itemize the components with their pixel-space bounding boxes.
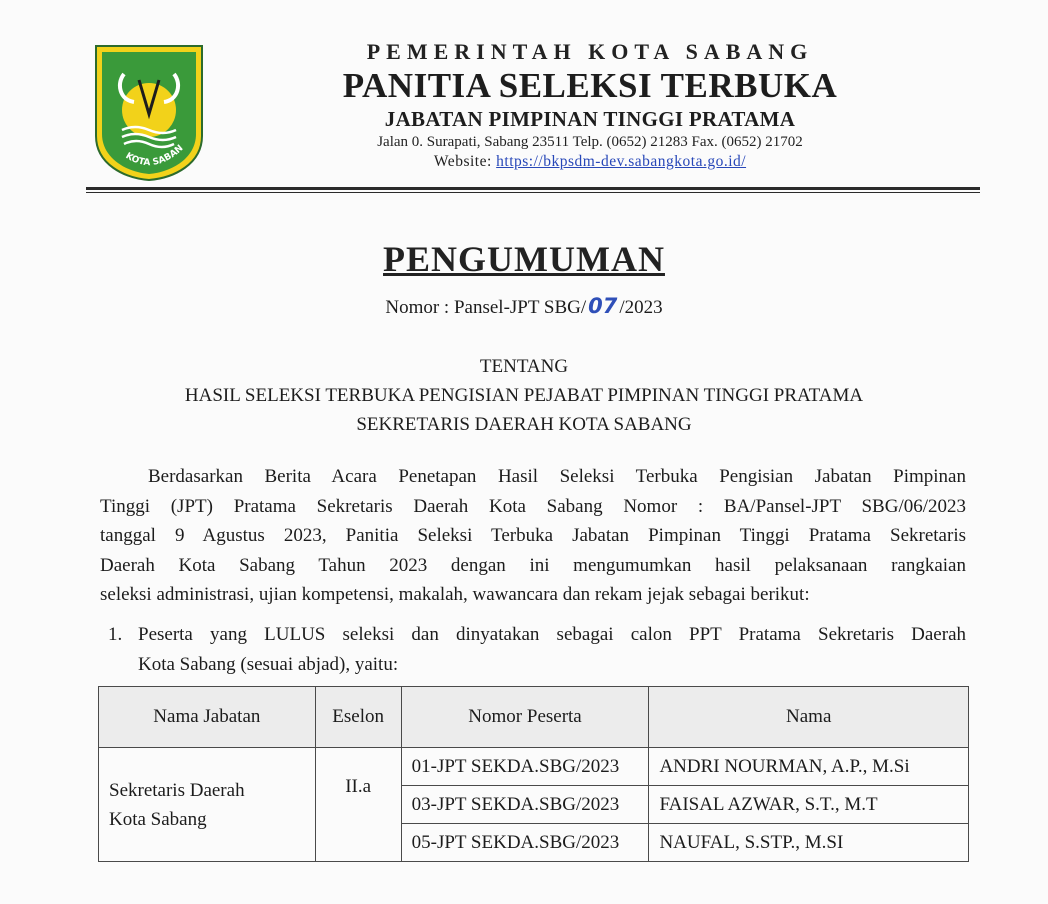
header-nama: Nama xyxy=(649,687,969,748)
header-address: Jalan 0. Surapati, Sabang 23511 Telp. (0652) 21283 Fax. (0652) 21702 xyxy=(377,134,803,150)
nomor-suffix: /2023 xyxy=(619,297,663,318)
paragraph-line: Tinggi (JPT) Pratama Sekretaris Daerah Kota Sabang Nomor : BA/Pansel-JPT SBG/06/2023 xyxy=(100,495,966,517)
logo-text: KOTA SABAN xyxy=(123,143,186,169)
document-title xyxy=(0,238,1048,280)
title-text: PENGUMUMAN xyxy=(383,239,665,279)
paragraph-line: seleksi administrasi, ujian kompetensi, makalah, wawancara dan rekam jejak sebagai berikut: xyxy=(100,584,810,605)
table-row xyxy=(99,748,969,786)
header-divider-thin xyxy=(86,192,980,193)
tentang-line2: SEKRETARIS DAERAH KOTA SABANG xyxy=(356,414,692,435)
header-divider-thick xyxy=(86,187,980,190)
header-website xyxy=(300,152,880,172)
header-line2: PANITIA SELEKSI TERBUKA xyxy=(342,66,838,105)
table-header-row xyxy=(99,687,969,748)
document-number xyxy=(0,294,1048,319)
website-label: Website: xyxy=(433,153,492,170)
letterhead xyxy=(300,38,880,172)
body-paragraph xyxy=(100,462,966,610)
nomor-prefix: Nomor : Pansel-JPT SBG/ xyxy=(385,297,587,318)
list-number: 1. xyxy=(108,624,123,645)
paragraph-line: Daerah Kota Sabang Tahun 2023 dengan ini mengumumkan hasil pelaksanaan rangkaian xyxy=(100,554,966,576)
list-item-line: Peserta yang LULUS seleksi dan dinyatakan sebagai calon PPT Pratama Sekretaris Daerah xyxy=(138,624,966,645)
header-nama-jabatan: Nama Jabatan xyxy=(99,687,316,748)
results-table xyxy=(98,686,969,862)
paragraph-line: tanggal 9 Agustus 2023, Panitia Seleksi Terbuka Jabatan Pimpinan Tinggi Pratama Sekretaris xyxy=(100,525,966,546)
header-line1: PEMERINTAH KOTA SABANG xyxy=(366,39,814,64)
jabatan-line2: Kota Sabang xyxy=(109,808,207,830)
cell-nomor-peserta: 05-JPT SEKDA.SBG/2023 xyxy=(401,824,649,862)
tentang-line1: HASIL SELEKSI TERBUKA PENGISIAN PEJABAT PIMPINAN TINGGI PRATAMA xyxy=(184,385,864,406)
cell-eselon: II.a xyxy=(315,748,401,862)
paragraph-line: Berdasarkan Berita Acara Penetapan Hasil Seleksi Terbuka Pengisian Jabatan Pimpinan xyxy=(148,466,966,487)
cell-nama: NAUFAL, S.STP., M.SI xyxy=(649,824,969,862)
cell-nama: FAISAL AZWAR, S.T., M.T xyxy=(649,786,969,824)
website-link[interactable]: https://bkpsdm-dev.sabangkota.go.id/ xyxy=(496,153,747,170)
cell-nama: ANDRI NOURMAN, A.P., M.Si xyxy=(649,748,969,786)
cell-jabatan xyxy=(99,748,316,862)
cell-nomor-peserta: 01-JPT SEKDA.SBG/2023 xyxy=(401,748,649,786)
list-item-line: Kota Sabang (sesuai abjad), yaitu: xyxy=(138,653,399,675)
header-nomor-peserta: Nomor Peserta xyxy=(401,687,649,748)
header-eselon: Eselon xyxy=(315,687,401,748)
nomor-handwritten: 07 xyxy=(588,294,618,318)
jabatan-line1: Sekretaris Daerah xyxy=(109,779,245,801)
subject-block xyxy=(0,352,1048,439)
kota-sabang-logo xyxy=(94,44,204,182)
header-line3: JABATAN PIMPINAN TINGGI PRATAMA xyxy=(384,107,796,131)
cell-nomor-peserta: 03-JPT SEKDA.SBG/2023 xyxy=(401,786,649,824)
tentang-label: TENTANG xyxy=(479,356,569,377)
